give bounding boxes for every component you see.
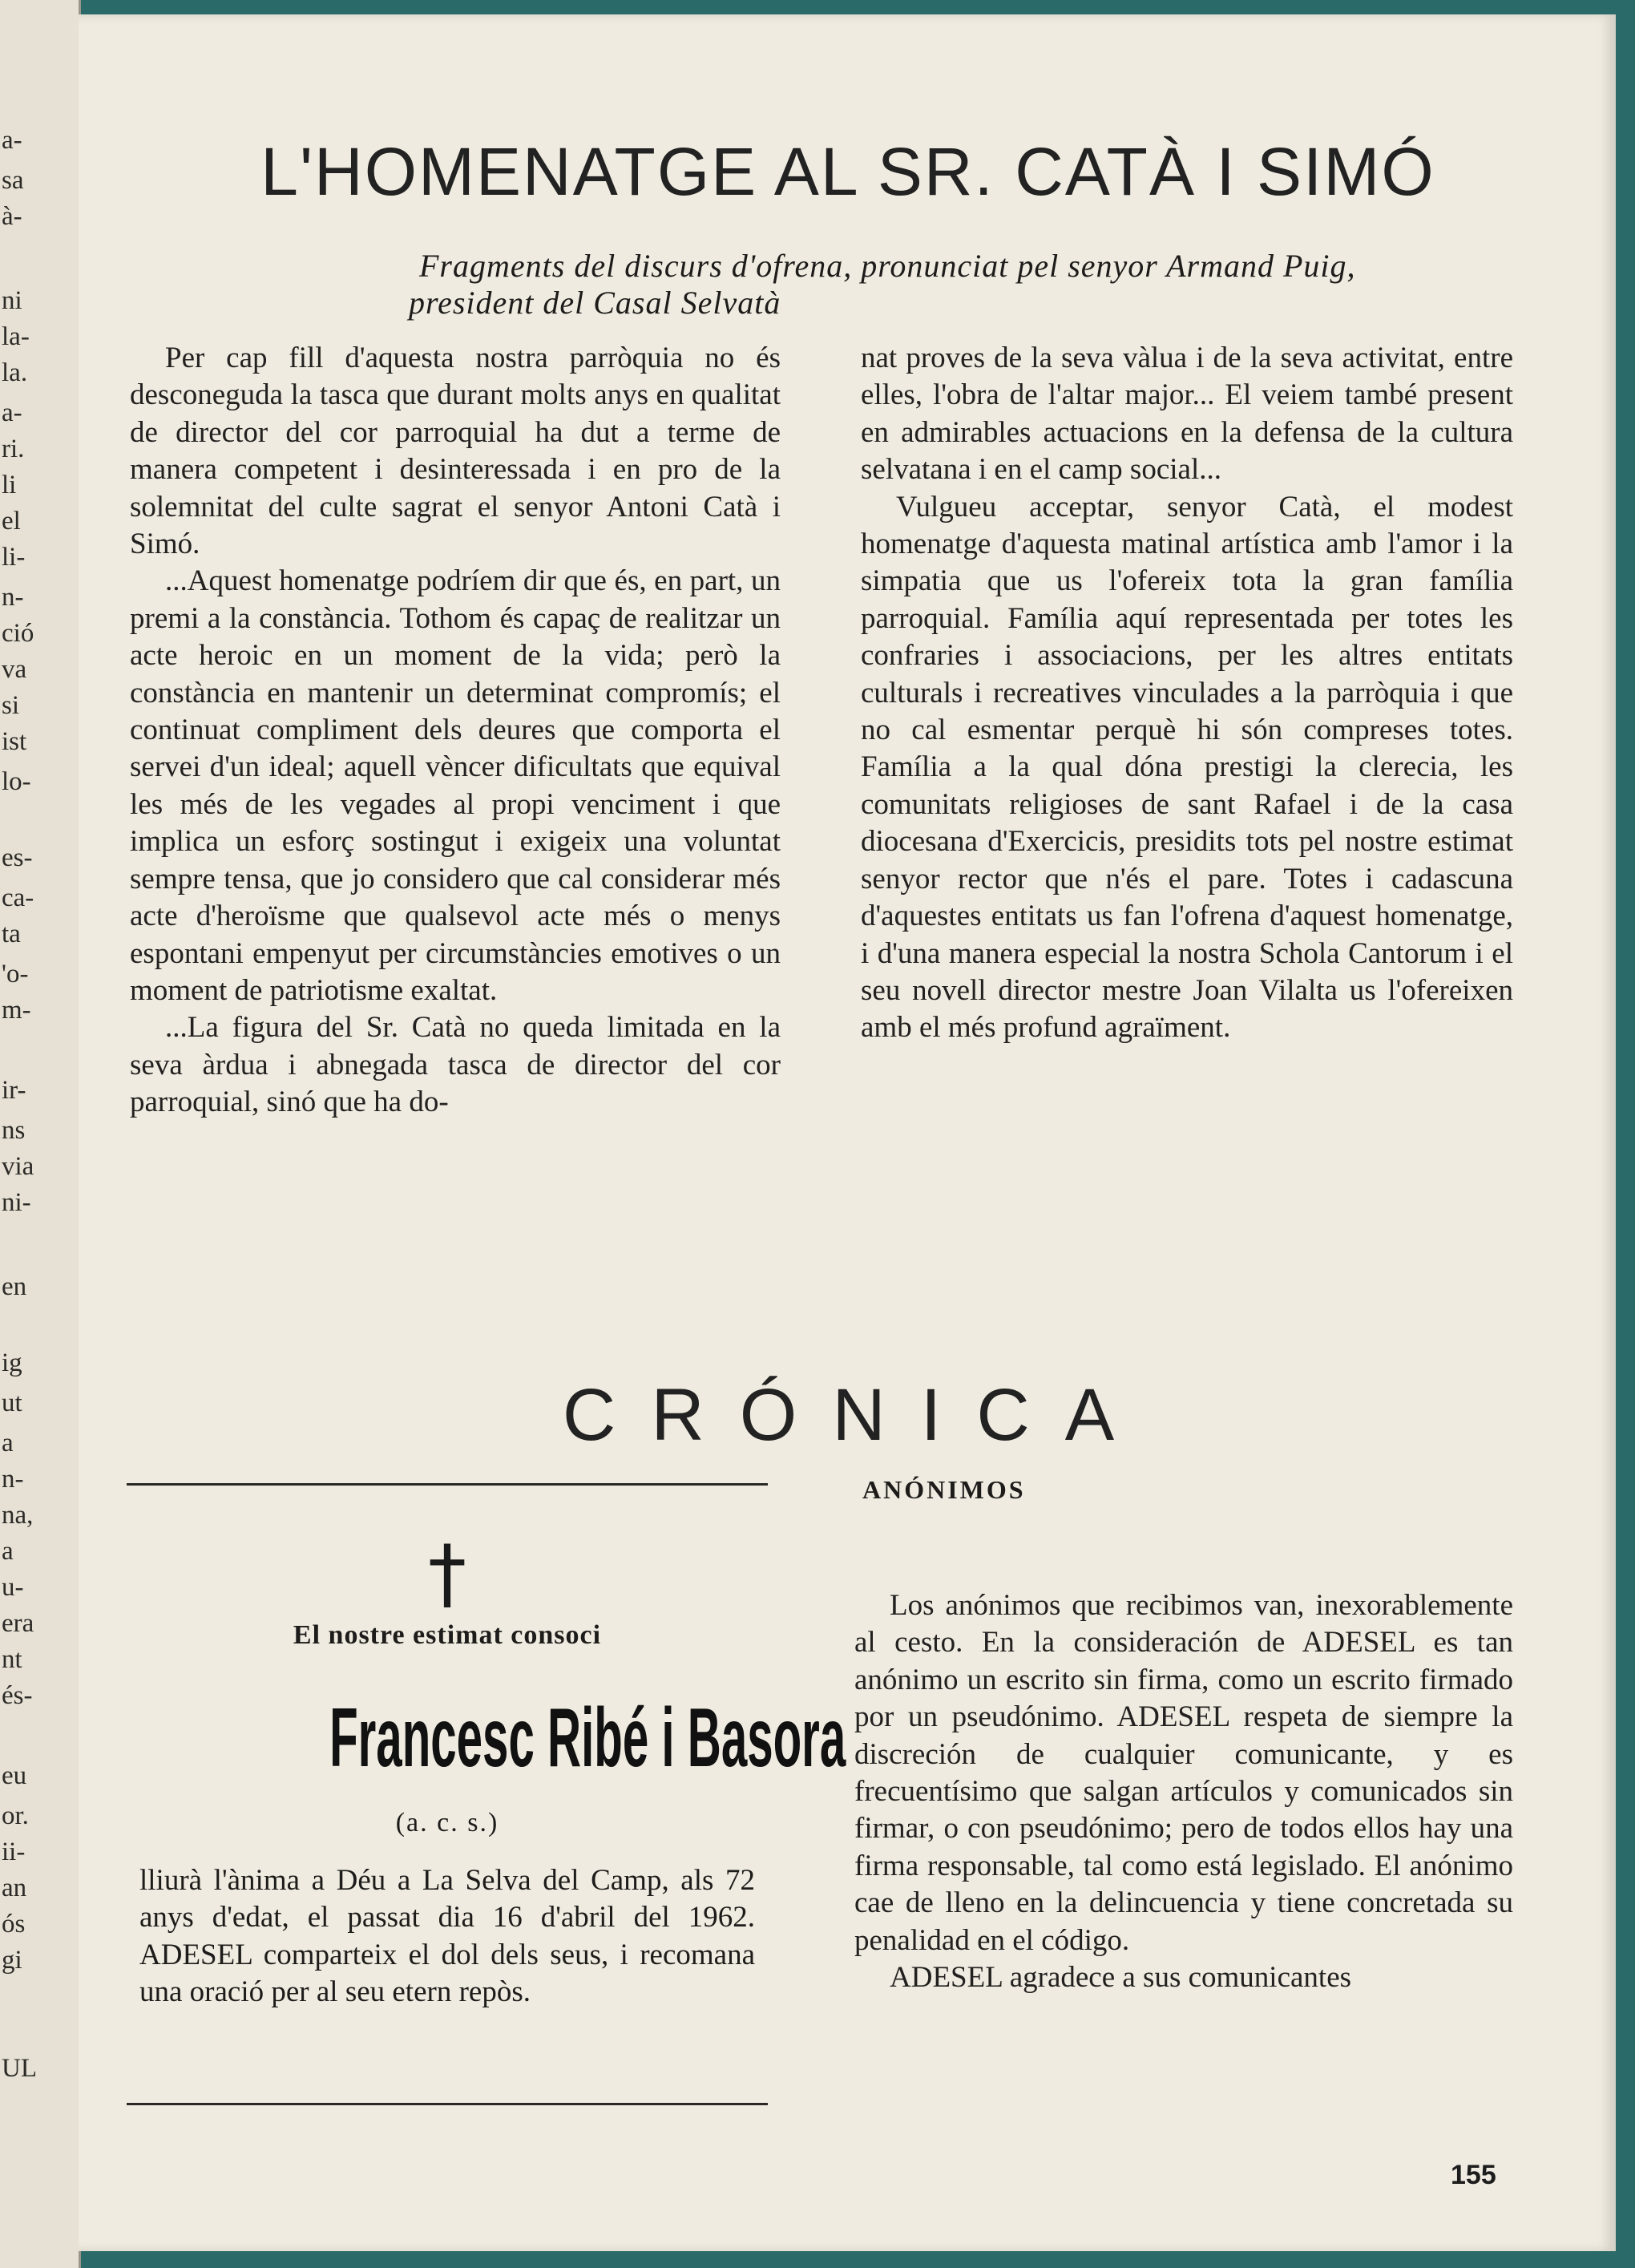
- previous-page-fragment: na,: [2, 1501, 34, 1530]
- previous-page-fragment: ni: [2, 286, 22, 315]
- previous-page-fragment: nt: [2, 1645, 22, 1674]
- article-paragraph: ...La figura del Sr. Catà no queda limitada en la seva àrdua i abnegada tasca de director del cor parroquial, sinó que ha do-: [130, 1011, 781, 1119]
- previous-page-fragment: 'o-: [2, 960, 29, 988]
- article-paragraph: nat proves de la seva vàlua i de la seva activitat, entre elles, l'obra de l'altar major... El veiem també present en admirables actuacions en la defensa de la cultura selvatana i en el camp social...: [861, 342, 1513, 487]
- article-subtitle-line-1: Fragments del discurs d'ofrena, pronunciat pel senyor Armand Puig,: [419, 248, 1356, 284]
- previous-page-fragment: lo-: [2, 767, 31, 796]
- previous-page-fragment: sa: [2, 166, 24, 195]
- previous-page-fragment: li-: [2, 543, 26, 572]
- previous-page-fragment: la.: [2, 358, 28, 387]
- previous-page-fragment: es-: [2, 843, 33, 872]
- obituary-intro: El nostre estimat consoci: [293, 1620, 602, 1650]
- article-subtitle-line-2: president del Casal Selvatà: [409, 285, 781, 321]
- article-right-column: [861, 340, 1513, 1047]
- previous-page-fragment: gi: [2, 1946, 22, 1975]
- previous-page-fragment: ri.: [2, 435, 25, 463]
- previous-page-fragment: u-: [2, 1573, 24, 1602]
- previous-page-fragment: ni-: [2, 1188, 31, 1217]
- previous-page-fragment: és-: [2, 1681, 33, 1710]
- previous-page-fragment: ta: [2, 920, 21, 948]
- article-paragraph: Vulgueu acceptar, senyor Catà, el modest homenatge d'aquesta matinal artística amb l'amor i la simpatia que us l'ofereix tota la gran família parroquial. Família aquí representada per totes les confraries i associacions, per les altres entitats culturals i recreatives vinculades a la parròquia i que no cal esmentar perquè hi són compreses totes. Família a la qual dóna prestigi la clerecia, les comunitats religioses de sant Rafael i de la casa diocesana d'Exercicis, presidits tots pel nostre estimat senyor rector que n'és el pare. Totes i cadascuna d'aquestes entitats us fan l'ofrena d'aquest homenatge, i d'una manera especial la nostra Schola Cantorum i el seu novell director mestre Joan Vilalta us l'ofereixen amb el més profund agraïment.: [861, 490, 1513, 1045]
- previous-page-fragment: si: [2, 691, 20, 720]
- page-number: 155: [1451, 2160, 1496, 2190]
- previous-page-fragment: ist: [2, 727, 27, 756]
- previous-page-fragment: a: [2, 1429, 14, 1457]
- obituary-name: [127, 1686, 846, 1790]
- cross-icon: †: [428, 1529, 466, 1619]
- anonimos-column: [854, 1587, 1513, 1996]
- article-title: L'HOMENATGE AL SR. CATÀ I SIMÓ: [260, 134, 1435, 209]
- article-paragraph: Per cap fill d'aquesta nostra parròquia no és desconeguda la tasca que durant molts anys en qualitat de director del cor parroquial ha dut a terme de manera competent i desinteressada i en pro de la solemnitat del culte sagrat el senyor Antoni Catà i Simó.: [130, 342, 781, 561]
- previous-page-fragment: ós: [2, 1910, 26, 1939]
- previous-page-fragment: ig: [2, 1348, 22, 1377]
- anonimos-heading: ANÓNIMOS: [862, 1475, 1026, 1504]
- previous-page-fragment: ció: [2, 619, 34, 648]
- previous-page-fragment: ns: [2, 1116, 26, 1145]
- previous-page-fragment: via: [2, 1152, 34, 1181]
- cronica-heading: CRÓNICA: [562, 1374, 1150, 1456]
- obituary-name-text: Francesc Ribé i Basora: [329, 1692, 846, 1785]
- previous-page-fragment: m-: [2, 996, 31, 1025]
- previous-page-fragment: ii-: [2, 1837, 26, 1866]
- magazine-page: [79, 14, 1616, 2251]
- previous-page-fragment: era: [2, 1609, 34, 1638]
- article-left-column: [130, 340, 781, 1122]
- anonimos-paragraph: ADESEL agradece a sus comunicantes: [890, 1961, 1352, 1995]
- previous-page-fragment: ut: [2, 1389, 22, 1417]
- previous-page-fragment: n-: [2, 583, 24, 612]
- previous-page-fragment: ir-: [2, 1076, 26, 1105]
- previous-page-fragment: a: [2, 1537, 14, 1566]
- obituary-rip: (a. c. s.): [395, 1808, 499, 1837]
- previous-page-fragment: ca-: [2, 883, 34, 912]
- previous-page-fragment: a-: [2, 398, 22, 427]
- anonimos-paragraph: Los anónimos que recibimos van, inexorablemente al cesto. En la consideración de ADESEL es tan anónimo un escrito sin firma, como un escrito firmado por un pseudónimo. ADESEL respeta de siempre la discreción de cualquier comunicante, y es frecuentísimo que salgan artículos y comunicados sin firmar, o con pseudónimo; pero de todos ellos hay una firma responsable, tal como está legislado. El anónimo cae de lleno en la delincuencia y tiene concretada su penalidad en el código.: [854, 1589, 1513, 1957]
- previous-page-fragment: a-: [2, 126, 22, 155]
- obituary-text: lliurà l'ànima a Déu a La Selva del Camp, als 72 anys d'edat, el passat dia 16 d'abril del 1962. ADESEL comparteix el dol dels seus, i recomana una oració per al seu etern repòs.: [139, 1864, 755, 2009]
- previous-page-fragment: à-: [2, 202, 22, 231]
- previous-page-fragment: or.: [2, 1801, 29, 1830]
- previous-page-fragment: li: [2, 471, 17, 499]
- previous-page-fragment: la-: [2, 322, 30, 351]
- previous-page-fragment: UL: [2, 2054, 37, 2083]
- previous-page-fragment: an: [2, 1874, 27, 1902]
- previous-page-fragment: n-: [2, 1465, 24, 1494]
- previous-page-fragment: en: [2, 1272, 27, 1301]
- previous-page-fragment: el: [2, 507, 21, 536]
- previous-page-edge: [0, 0, 81, 2268]
- previous-page-fragment: eu: [2, 1761, 27, 1790]
- previous-page-fragment: va: [2, 655, 27, 684]
- obituary-notice: [127, 1483, 846, 2105]
- article-paragraph: ...Aquest homenatge podríem dir que és, en part, un premi a la constància. Tothom és capaç de realitzar un acte heroic en un moment de la vida; però la constància en mantenir un determinat compromís; el continuat compliment dels deures que comporta el servei d'un ideal; aquell vèncer dificultats que equival les més de les vegades al propi venciment i que implica un esforç sostingut i exigeix una voluntat sempre tensa, que jo considero que cal considerar més acte d'heroïsme que qualsevol acte més o menys espontani empenyut per circumstàncies emotives o un moment de patriotisme exaltat.: [130, 564, 781, 1007]
